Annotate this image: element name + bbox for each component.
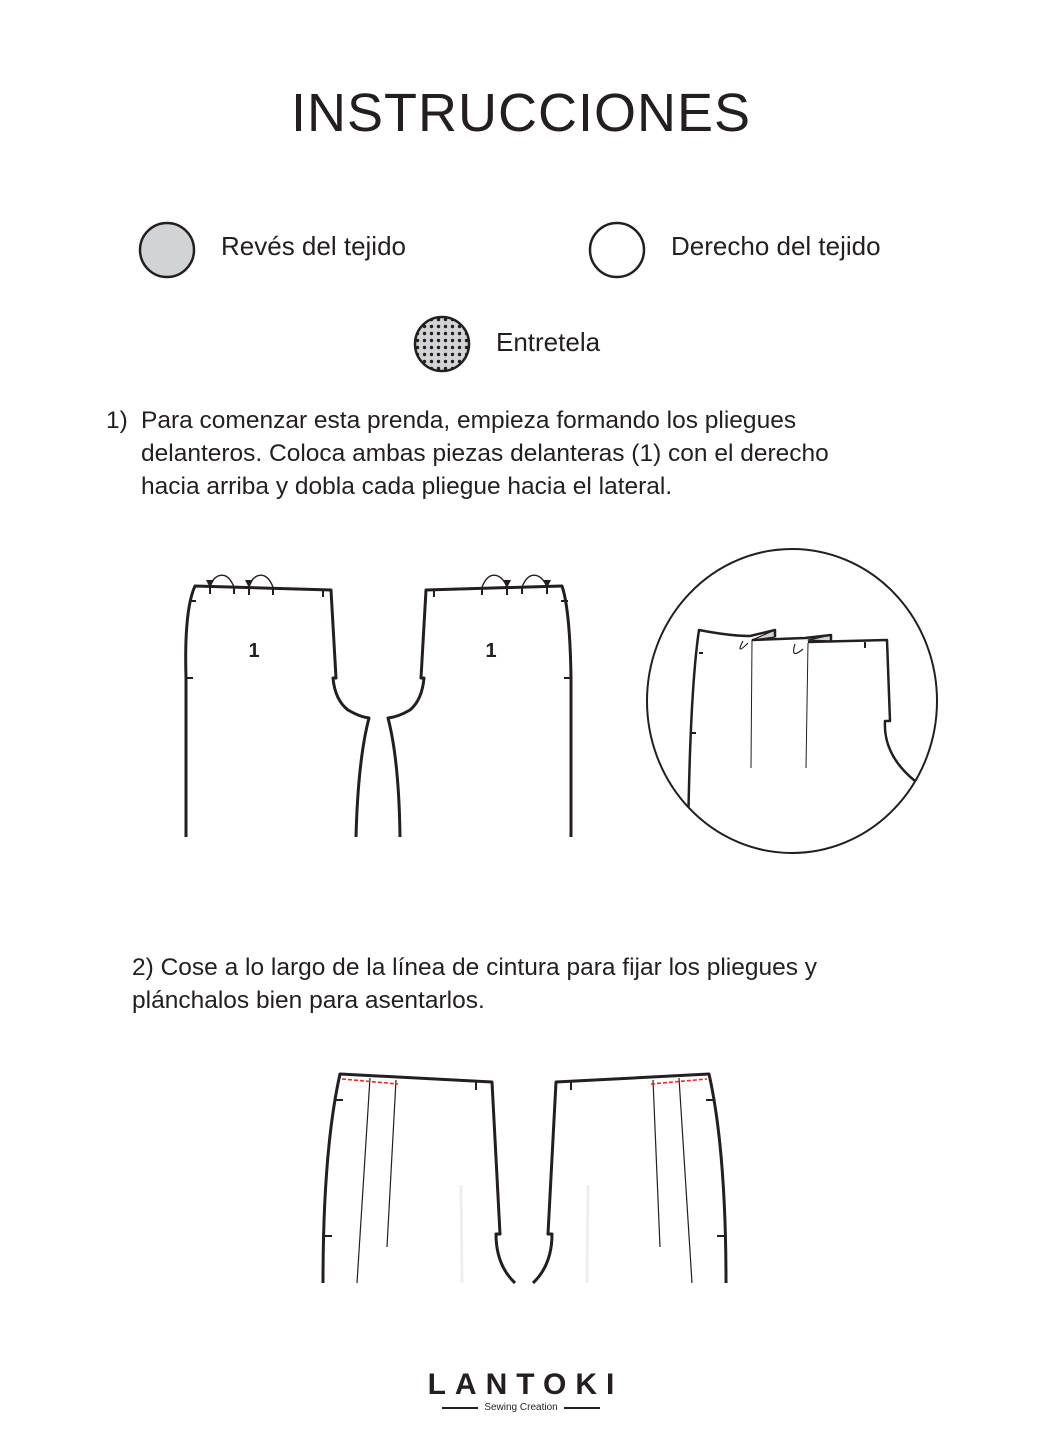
step-2-text — [132, 951, 817, 1017]
brand-logo — [0, 1368, 1042, 1413]
step-1-number: 1) — [106, 407, 128, 434]
divider — [564, 1407, 600, 1409]
piece-label: 1 — [248, 640, 260, 662]
brand-tagline-row — [0, 1402, 1042, 1413]
sewn-pleats-diagram — [310, 1060, 740, 1290]
front-pieces-diagram — [170, 560, 590, 850]
filled-grey-circle-icon — [138, 221, 196, 279]
legend-label-reves: Revés del tejido — [221, 231, 406, 261]
step-2-line: plánchalos bien para asentarlos. — [132, 987, 485, 1014]
dotted-circle-icon — [413, 315, 471, 373]
pleat-detail-zoom — [640, 540, 950, 860]
brand-tagline: Sewing Creation — [484, 1402, 558, 1413]
piece-label: 1 — [485, 640, 497, 662]
step-1-line: delanteros. Coloca ambas piezas delanteras (1) con el derecho — [141, 440, 829, 467]
step-1-text — [141, 404, 829, 503]
empty-circle-icon — [588, 221, 646, 279]
page-title: INSTRUCCIONES — [290, 83, 752, 143]
step-1-line: hacia arriba y dobla cada pliegue hacia el lateral. — [141, 473, 673, 500]
divider — [442, 1407, 478, 1409]
step-2-line: 2) Cose a lo largo de la línea de cintura para fijar los pliegues y — [132, 954, 818, 981]
step-1-line: Para comenzar esta prenda, empieza formando los pliegues — [141, 407, 797, 434]
legend-label-derecho: Derecho del tejido — [671, 231, 881, 261]
brand-name: LANTOKI — [427, 1368, 624, 1401]
legend-label-entretela: Entretela — [496, 327, 601, 357]
